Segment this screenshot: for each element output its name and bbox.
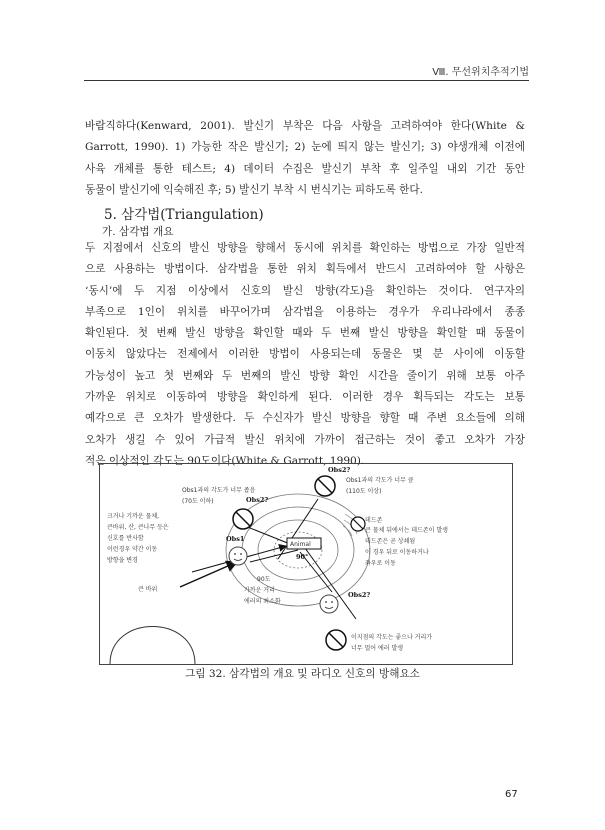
label-note90-2: 가까운 거리 (244, 587, 275, 594)
label-far-2: 너무 멀어 에러 발생 (351, 645, 404, 652)
crossed-observer-right-icon (351, 517, 365, 531)
text-line: Garrott, 1990). 1) 가능한 작은 발신기; 2) 눈에 띄지 않는 발신기; 3) 야생개체 이전에 (85, 141, 525, 154)
label-deadzone-3: 데드존은 곧 상쇄됨 (365, 538, 416, 545)
observer-arrow (180, 562, 237, 587)
label-deadzone-5: 좌우로 이동 (365, 560, 396, 567)
label-big-rock: 큰 바위 (138, 586, 158, 593)
label-reflect-1: 크거나 기까운 물체, (107, 513, 160, 520)
label-far-1: 이지점의 각도는 좋으나 거리가 (351, 634, 433, 641)
label-note90-3: 에러의 최소화 (244, 598, 281, 605)
label-reflect-3: 신호를 반사함 (107, 535, 144, 542)
big-rock-shape (110, 627, 195, 665)
text-line: 적은 이상적인 각도는 90도이다(White & Garrott, 1990). (85, 454, 365, 467)
text-line: ‘동시’에 두 지점 이상에서 신호의 발신 방향(각도)을 확인하는 것이다. 연구자의 (85, 284, 525, 297)
label-reflect-4: 이런경우 약간 이동 (107, 546, 158, 553)
label-obs2-upper-left: Obs2? (246, 496, 269, 504)
crossed-observer-bottom-icon (326, 630, 346, 650)
label-angle-90: 90° (296, 553, 309, 561)
text-line: 확인된다. 첫 번째 발신 방향을 확인할 때와 두 번째 발신 방향을 확인할 때 동물이 (85, 327, 525, 340)
label-obs1: Obs1 (226, 535, 245, 543)
text-line: 예각으로 큰 오차가 발생한다. 두 수신자가 발신 방향을 향할 때 주변 요소들에 의해 (85, 412, 525, 425)
subsection-title: 가. 삼각법 개요 (102, 226, 174, 238)
label-too-small-2: (70도 이하) (182, 498, 214, 505)
label-deadzone-1: 데드존 (365, 517, 383, 524)
text-line: 두 지점에서 신호의 발신 방향을 향해서 동시에 위치를 확인하는 방법으로 가장 일반적 (85, 242, 525, 254)
header-rule (84, 80, 529, 81)
text-line: 동물이 발신기에 익숙해진 후; 5) 발신기 부착 시 번식기는 피하도록 한다. (85, 183, 424, 196)
label-too-large-2: (110도 이상) (346, 488, 382, 495)
text-line: 가능성이 높고 첫 번째와 두 번째의 발신 방향 확인 시간을 줄이기 위해 보통 아주 (85, 369, 525, 382)
label-obs2-top: Obs2? (328, 466, 351, 474)
text-line: 이동치 않았다는 전제에서 이러한 방법이 사용되는데 동물은 몇 분 사이에 이동할 (85, 348, 525, 361)
label-obs2-bottom: Obs2? (348, 591, 371, 599)
text-line: 부족으로 1인이 위치를 바꾸어가며 삼각법을 이용하는 경우가 우리나라에서 종종 (85, 305, 525, 318)
crossed-observer-left-icon (233, 509, 253, 529)
label-too-small-1: Obs1과의 각도가 너무 좁음 (182, 487, 256, 494)
triangulation-diagram (100, 464, 512, 664)
text-line: 으로 사용하는 방법이다. 삼각법을 통한 위치 획득에서 반드시 고려하여야 할 사항은 (85, 263, 525, 276)
label-too-large-1: Obs1과의 각도가 너무 큼 (346, 477, 414, 484)
running-header: Ⅷ. 무선위치추적기법 (432, 67, 529, 78)
label-deadzone-2: 큰 물체 뒤에서는 데드존이 발생 (365, 527, 448, 534)
figure-caption: 그림 32. 삼각법의 개요 및 라디오 신호의 방해요소 (185, 668, 420, 680)
triangulation-figure (99, 463, 513, 665)
label-reflect-2: 큰바위, 산, 큰나무 등은 (107, 524, 169, 531)
smiley-obs1-icon (229, 547, 247, 565)
crossed-observer-top-icon (315, 476, 335, 496)
body-paragraph (85, 238, 525, 472)
label-reflect-5: 방향을 변경 (107, 557, 138, 564)
label-deadzone-4: 이 경우 뒤로 이동하거나 (365, 549, 429, 556)
smiley-obs2-bottom-icon (320, 595, 338, 613)
text-line: 오차가 생길 수 있어 가급적 발신 위치에 가까이 접근하는 것이 좋고 오차가 가장 (85, 433, 525, 446)
page-number: 67 (505, 789, 518, 800)
label-animal: Animal (290, 541, 311, 548)
text-line: 바람직하다(Kenward, 2001). 발신기 부착은 다음 사항을 고려하여야 한다(White & (85, 120, 525, 132)
section-title: 5. 삼각법(Triangulation) (104, 207, 264, 223)
intro-paragraph (85, 116, 525, 201)
label-note90-1: 90도 (257, 576, 271, 583)
text-line: 사육 개체를 통한 테스트; 4) 데이터 수집은 발신기 부착 후 일주일 내외 기간 동안 (85, 162, 525, 175)
text-line: 가까운 위치로 이동하여 방향을 확인하게 된다. 이러한 경우 획득되는 각도는 보통 (85, 391, 525, 404)
